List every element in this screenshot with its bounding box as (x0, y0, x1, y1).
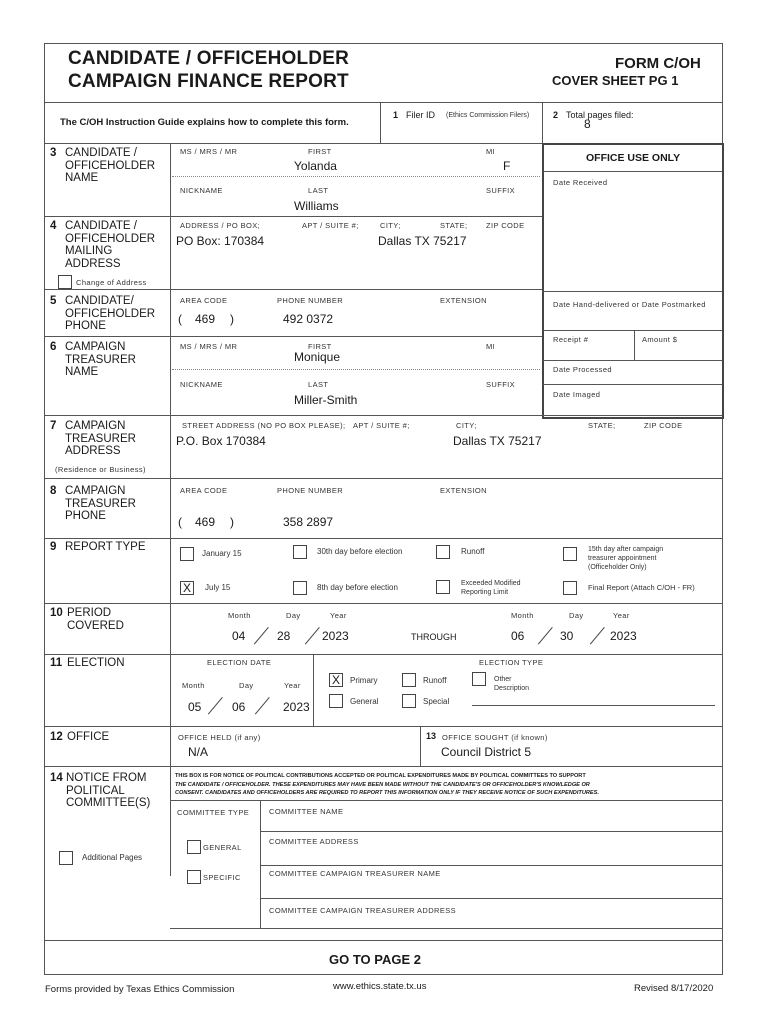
office-held-label: OFFICE HELD (if any) (178, 733, 261, 742)
committee-treasurer-label: COMMITTEE CAMPAIGN TREASURER NAME (269, 869, 441, 878)
runoff-checkbox[interactable] (402, 673, 416, 687)
date-processed-label: Date Processed (553, 365, 612, 374)
section-14-label (50, 772, 151, 809)
general-label: General (350, 697, 379, 706)
amount-label: Amount $ (642, 335, 678, 344)
8th-day-label: 8th day before election (317, 583, 398, 592)
section-number: 5 (50, 295, 57, 307)
candidate-first-name[interactable]: Yolanda (294, 159, 337, 173)
period-from-day[interactable]: 28 (277, 629, 291, 643)
phone-number-label: PHONE NUMBER (277, 486, 344, 495)
period-to-day[interactable]: 30 (560, 629, 574, 643)
extension-label: EXTENSION (440, 296, 487, 305)
state-label: STATE; (440, 221, 468, 230)
total-pages-label: Total pages filed: (566, 110, 634, 120)
section-3-label (50, 147, 156, 184)
period-to-year[interactable]: 2023 (610, 629, 637, 643)
15th-day-checkbox[interactable] (563, 547, 577, 561)
runoff-label: Runoff (423, 676, 447, 685)
final-report-label: Final Report (Attach C/OH - FR) (588, 583, 695, 592)
section-12-label (50, 731, 110, 744)
section-11-label (50, 657, 125, 670)
general-committee-label: GENERAL (203, 843, 242, 852)
day-label: Day (239, 681, 254, 690)
month-label: Month (511, 611, 534, 620)
label-line: POLITICAL (66, 784, 125, 797)
area-code-label: AREA CODE (180, 296, 228, 305)
cover-sheet-label: COVER SHEET PG 1 (552, 73, 679, 88)
label-line: PERIOD (67, 607, 112, 619)
primary-label: Primary (350, 676, 378, 685)
month-label: Month (228, 611, 251, 620)
office-use-title: OFFICE USE ONLY (586, 152, 681, 164)
special-checkbox[interactable] (402, 694, 416, 708)
candidate-area-code[interactable]: 469 (195, 312, 216, 326)
section-13-number: 13 (426, 731, 437, 741)
last-label: LAST (308, 186, 329, 195)
office-sought-label: OFFICE SOUGHT (if known) (442, 733, 548, 742)
section-6-label (50, 341, 136, 378)
address-label: ADDRESS / PO BOX; (180, 221, 261, 230)
paren-close: ) (230, 312, 234, 326)
january-15-label: January 15 (202, 549, 242, 558)
phone-number-label: PHONE NUMBER (277, 296, 344, 305)
website-link[interactable]: www.ethics.state.tx.us (333, 981, 427, 992)
section-9-label (50, 541, 146, 554)
july-15-checkbox[interactable]: X (180, 581, 194, 595)
treasurer-address[interactable]: P.O. Box 170384 (176, 434, 266, 448)
label-line: REPORT TYPE (65, 541, 146, 553)
label-line: NOTICE FROM (66, 772, 147, 784)
city-label: CITY; (456, 421, 477, 430)
15th-day-label (588, 545, 663, 572)
treasurer-area-code[interactable]: 469 (195, 515, 216, 529)
section-5-label (50, 295, 156, 332)
filer-id-note: (Ethics Commission Filers) (446, 112, 530, 119)
label-line: treasurer appointment (588, 555, 657, 562)
mi-label: MI (486, 147, 496, 156)
election-year[interactable]: 2023 (283, 700, 310, 714)
year-label: Year (330, 611, 347, 620)
committee-treasurer-address-label: COMMITTEE CAMPAIGN TREASURER ADDRESS (269, 906, 457, 915)
election-date-label: ELECTION DATE (207, 658, 272, 667)
30th-day-label: 30th day before election (317, 547, 403, 556)
label-line: CAMPAIGN (65, 420, 126, 432)
label-line: COVERED (67, 619, 124, 632)
label-line: TREASURER (65, 353, 136, 366)
section-7-label (50, 420, 136, 457)
form-title-line1: CANDIDATE / OFFICEHOLDER (68, 48, 349, 69)
other-checkbox[interactable] (472, 672, 486, 686)
candidate-address[interactable]: PO Box: 170384 (176, 234, 265, 248)
notice-line: CONSENT. CANDIDATES AND OFFICEHOLDERS ARE REQUIRED TO REPORT THIS INFORMATION ONLY IF THEY RECEIVE NOTICE OF SUCH EXPENDITURES. (175, 790, 599, 796)
date-received-label: Date Received (553, 178, 608, 187)
section-number: 10 (50, 607, 63, 619)
through-label: THROUGH (411, 632, 457, 642)
nickname-label: NICKNAME (180, 186, 223, 195)
label-line: ELECTION (67, 657, 125, 669)
area-code-label: AREA CODE (180, 486, 228, 495)
city-label: CITY; (380, 221, 401, 230)
general-committee-checkbox[interactable] (187, 840, 201, 854)
label-line: CANDIDATE / (65, 147, 137, 159)
label-line: CANDIDATE/ (65, 295, 134, 307)
total-pages-number: 2 (553, 110, 559, 120)
specific-committee-label: SPECIFIC (203, 873, 241, 882)
treasurer-first-name[interactable]: Monique (294, 350, 341, 364)
paren-close: ) (230, 515, 234, 529)
change-of-address-checkbox[interactable] (58, 275, 72, 289)
other-description-line (472, 705, 715, 706)
residence-note: (Residence or Business) (55, 465, 146, 474)
apt-label: APT / SUITE #; (353, 421, 410, 430)
section-4-label (50, 220, 156, 270)
apt-label: APT / SUITE #; (302, 221, 359, 230)
receipt-label: Receipt # (553, 335, 589, 344)
paren-open: ( (178, 312, 182, 326)
section-number: 6 (50, 341, 57, 353)
label-line: PHONE (65, 320, 106, 332)
section-number: 4 (50, 220, 57, 232)
year-label: Year (613, 611, 630, 620)
office-sought-value[interactable]: Council District 5 (441, 745, 532, 759)
notice-line: THE CANDIDATE / OFFICEHOLDER. THESE EXPENDITURES MAY HAVE BEEN MADE WITHOUT THE CANDIDATE'S OR OFFICEHOLDER'S KNOWLEDGE OR (175, 781, 590, 788)
label-line: PHONE (65, 510, 106, 522)
section-10-label (50, 607, 124, 632)
ms-label: MS / MRS / MR (180, 147, 238, 156)
office-held-value[interactable]: N/A (188, 745, 209, 759)
zip-label: ZIP CODE (644, 421, 683, 430)
revised-date: Revised 8/17/2020 (634, 983, 714, 994)
label-line: TREASURER (65, 497, 136, 510)
exceeded-limit-label (461, 579, 521, 597)
label-line: TREASURER (65, 432, 136, 445)
treasurer-phone[interactable]: 358 2897 (283, 515, 334, 529)
first-label: FIRST (308, 342, 332, 351)
period-from-year[interactable]: 2023 (322, 629, 349, 643)
committee-name-label: COMMITTEE NAME (269, 807, 344, 816)
form-title-line2: CAMPAIGN FINANCE REPORT (68, 71, 349, 92)
label-line: COMMITTEE(S) (66, 797, 151, 809)
other-description-label (494, 675, 529, 693)
date-hand-delivered-label: Date Hand-delivered or Date Postmarked (553, 300, 706, 309)
extension-label: EXTENSION (440, 486, 487, 495)
instruction-text: The C/OH Instruction Guide explains how to complete this form. (60, 117, 349, 128)
section-number: 3 (50, 147, 57, 159)
runoff-label: Runoff (461, 547, 485, 556)
election-type-label: ELECTION TYPE (479, 658, 544, 667)
section-8-label (50, 485, 136, 522)
label-line: CAMPAIGN (65, 341, 126, 353)
label-line: Exceeded Modified (461, 580, 521, 587)
section-number: 12 (50, 731, 63, 743)
30th-day-checkbox[interactable] (293, 545, 307, 559)
election-month[interactable]: 05 (188, 700, 202, 714)
street-label: STREET ADDRESS (NO PO BOX PLEASE); (182, 421, 346, 430)
label-line: (Officeholder Only) (588, 564, 647, 571)
filer-id-number: 1 (393, 110, 399, 120)
candidate-mi[interactable]: F (503, 159, 511, 173)
period-to-month[interactable]: 06 (511, 629, 525, 643)
month-label: Month (182, 681, 205, 690)
label-line: NAME (65, 172, 99, 184)
section-number: 11 (50, 657, 63, 669)
label-line: OFFICEHOLDER (65, 307, 156, 320)
suffix-label: SUFFIX (486, 380, 516, 389)
form-id: FORM C/OH (615, 55, 701, 72)
label-line: Description (494, 685, 530, 692)
candidate-city-state-zip[interactable]: Dallas TX 75217 (378, 234, 467, 248)
label-line: OFFICEHOLDER (65, 159, 156, 172)
committee-type-label: COMMITTEE TYPE (177, 808, 250, 817)
july-15-label: July 15 (205, 583, 231, 592)
go-to-page-2: GO TO PAGE 2 (329, 952, 421, 967)
date-imaged-label: Date Imaged (553, 390, 601, 399)
runoff-checkbox[interactable] (436, 545, 450, 559)
election-day[interactable]: 06 (232, 700, 246, 714)
candidate-phone[interactable]: 492 0372 (283, 312, 334, 326)
first-label: FIRST (308, 147, 332, 156)
nickname-label: NICKNAME (180, 380, 223, 389)
day-label: Day (286, 611, 301, 620)
special-label: Special (423, 697, 450, 706)
label-line: ADDRESS (65, 445, 121, 457)
label-line: 15th day after campaign (588, 546, 664, 553)
suffix-label: SUFFIX (486, 186, 516, 195)
ms-label: MS / MRS / MR (180, 342, 238, 351)
zip-label: ZIP CODE (486, 221, 525, 230)
committee-address-label: COMMITTEE ADDRESS (269, 837, 359, 846)
label-line: OFFICEHOLDER (65, 232, 156, 245)
label-line: MAILING (65, 245, 113, 257)
section-number: 7 (50, 420, 57, 432)
label-line: CANDIDATE / (65, 220, 137, 232)
day-label: Day (569, 611, 584, 620)
8th-day-checkbox[interactable] (293, 581, 307, 595)
period-from-month[interactable]: 04 (232, 629, 246, 643)
specific-committee-checkbox[interactable] (187, 870, 201, 884)
forms-provided-text: Forms provided by Texas Ethics Commission (45, 984, 235, 995)
treasurer-city-state-zip[interactable]: Dallas TX 75217 (453, 434, 542, 448)
final-report-checkbox[interactable] (563, 581, 577, 595)
section-number: 8 (50, 485, 57, 497)
notice-line: THIS BOX IS FOR NOTICE OF POLITICAL CONTRIBUTIONS ACCEPTED OR POLITICAL EXPENDITURES MADE BY POLITICAL COMMITTEES TO SUPPORT (175, 773, 586, 779)
label-line: OFFICE (67, 731, 110, 743)
label-line: CAMPAIGN (65, 485, 126, 497)
primary-checkbox[interactable]: X (329, 673, 343, 687)
label-line: ADDRESS (65, 257, 121, 270)
mi-label: MI (486, 342, 496, 351)
label-line: Other (494, 676, 512, 683)
section-number: 9 (50, 541, 57, 553)
additional-pages-checkbox[interactable] (59, 851, 73, 865)
paren-open: ( (178, 515, 182, 529)
state-label: STATE; (588, 421, 616, 430)
last-label: LAST (308, 380, 329, 389)
committee-notice-text (175, 772, 599, 798)
january-15-checkbox[interactable] (180, 547, 194, 561)
label-line: Reporting Limit (461, 589, 509, 596)
treasurer-last-name[interactable]: Miller-Smith (294, 393, 358, 407)
total-pages-value[interactable]: 8 (584, 117, 591, 131)
filer-id-label: Filer ID (406, 110, 435, 120)
candidate-last-name[interactable]: Williams (294, 199, 339, 213)
additional-pages-label: Additional Pages (82, 853, 143, 862)
change-of-address-label: Change of Address (76, 278, 147, 287)
exceeded-limit-checkbox[interactable] (436, 580, 450, 594)
label-line: NAME (65, 366, 99, 378)
year-label: Year (284, 681, 301, 690)
general-checkbox[interactable] (329, 694, 343, 708)
section-number: 14 (50, 772, 63, 784)
